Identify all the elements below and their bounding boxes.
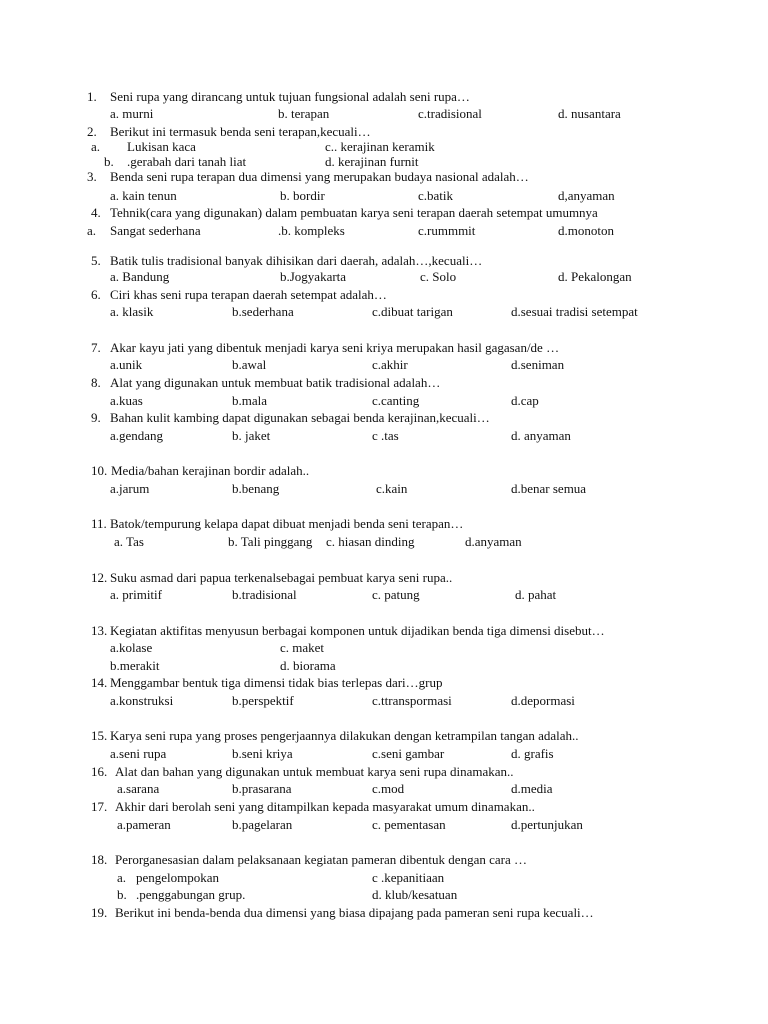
option-c: c.kain (376, 481, 408, 496)
option-a: a.konstruksi (110, 693, 174, 708)
question-text: Batik tulis tradisional banyak dihisikan dari daerah, adalah…,kecuali… (110, 253, 483, 268)
option-a: a. klasik (110, 304, 154, 319)
option-d: d. klub/kesatuan (372, 887, 458, 902)
question-number: 11. (91, 516, 107, 531)
option-b: b. Tali pinggang (228, 534, 313, 549)
option-d: d. kerajinan furnit (325, 154, 419, 169)
option-a: a. Bandung (110, 269, 170, 284)
option-c: c. maket (280, 640, 325, 655)
question-text: Karya seni rupa yang proses pengerjaannya dilakukan dengan ketrampilan tangan adalah.. (110, 728, 579, 743)
option-d: d.seniman (511, 357, 565, 372)
option-c: c. pementasan (372, 817, 446, 832)
option-c: c.canting (372, 393, 420, 408)
option-b: b.benang (232, 481, 280, 496)
option-b: b. terapan (278, 106, 330, 121)
option-b-letter: b. (117, 887, 127, 902)
question-text: Akar kayu jati yang dibentuk menjadi karya seni kriya merupakan hasil gagasan/de … (110, 340, 560, 355)
option-c: c.batik (418, 188, 454, 203)
question-text: Suku asmad dari papua terkenalsebagai pembuat karya seni rupa.. (110, 570, 453, 585)
question-text: Akhir dari berolah seni yang ditampilkan kepada masyarakat umum dinamakan.. (115, 799, 535, 814)
question-number: 10. (91, 463, 108, 478)
question-number: 2. (87, 124, 97, 139)
option-a: a.seni rupa (110, 746, 167, 761)
option-d: d. pahat (515, 587, 557, 602)
question-text: Media/bahan kerajinan bordir adalah.. (111, 463, 310, 478)
option-c: c.ttranspormasi (372, 693, 452, 708)
question-number: 8. (91, 375, 101, 390)
option-d: d.media (511, 781, 553, 796)
question-number: 14. (91, 675, 108, 690)
option-a: a.sarana (117, 781, 160, 796)
option-a: pengelompokan (136, 870, 220, 885)
option-d: d.benar semua (511, 481, 587, 496)
question-text: Menggambar bentuk tiga dimensi tidak bias terlepas dari…grup (110, 675, 443, 690)
option-d: d. biorama (280, 658, 336, 673)
option-b: b.prasarana (232, 781, 292, 796)
option-d: d. anyaman (511, 428, 571, 443)
option-b: b.Jogyakarta (280, 269, 347, 284)
option-a: a. murni (110, 106, 154, 121)
question-text: Berikut ini benda-benda dua dimensi yang biasa dipajang pada pameran seni rupa kecuali… (115, 905, 594, 920)
question-text: Seni rupa yang dirancang untuk tujuan fungsional adalah seni rupa… (110, 89, 470, 104)
option-d: d.monoton (558, 223, 614, 238)
question-number: 1. (87, 89, 97, 104)
option-c: c.tradisional (418, 106, 482, 121)
option-d: d.depormasi (511, 693, 575, 708)
question-text: Berikut ini termasuk benda seni terapan,kecuali… (110, 124, 371, 139)
option-b: b.tradisional (232, 587, 297, 602)
option-c: c.dibuat tarigan (372, 304, 453, 319)
option-c: c. Solo (420, 269, 457, 284)
option-b: b.awal (232, 357, 267, 372)
question-text: Batok/tempurung kelapa dapat dibuat menjadi benda seni terapan… (110, 516, 464, 531)
option-a: a.pameran (117, 817, 171, 832)
question-number: 3. (87, 169, 97, 184)
option-b: b. jaket (232, 428, 271, 443)
option-b: b.sederhana (232, 304, 294, 319)
option-c: c .kepanitiaan (372, 870, 445, 885)
option-c: c. hiasan dinding (326, 534, 415, 549)
option-a-letter: a. (91, 139, 101, 154)
question-text: Alat dan bahan yang digunakan untuk membuat karya seni rupa dinamakan.. (115, 764, 514, 779)
option-b: b.pagelaran (232, 817, 293, 832)
option-b: b.perspektif (232, 693, 294, 708)
option-a: a.jarum (110, 481, 150, 496)
question-text: Alat yang digunakan untuk membuat batik tradisional adalah… (110, 375, 441, 390)
question-number: 16. (91, 764, 108, 779)
question-number: 5. (91, 253, 101, 268)
option-c: c.rummmit (418, 223, 476, 238)
option-a: a. Tas (114, 534, 144, 549)
question-text: Benda seni rupa terapan dua dimensi yang merupakan budaya nasional adalah… (110, 169, 529, 184)
option-b: b.merakit (110, 658, 160, 673)
option-d: d. nusantara (558, 106, 621, 121)
option-b-letter: b. (104, 154, 114, 169)
question-number: 13. (91, 623, 108, 638)
option-a: a.gendang (110, 428, 164, 443)
option-d: d,anyaman (558, 188, 615, 203)
option-a: a.kuas (110, 393, 143, 408)
question-number: 19. (91, 905, 108, 920)
option-a-letter: a. (117, 870, 127, 885)
option-a: Sangat sederhana (110, 223, 201, 238)
option-d: d.anyaman (465, 534, 522, 549)
option-c: c. patung (372, 587, 420, 602)
option-d: d.sesuai tradisi setempat (511, 304, 638, 319)
question-number: 7. (91, 340, 101, 355)
option-c: c.akhir (372, 357, 408, 372)
question-number: 17. (91, 799, 108, 814)
question-text: Ciri khas seni rupa terapan daerah setempat adalah… (110, 287, 387, 302)
option-b: .gerabah dari tanah liat (127, 154, 247, 169)
question-number: 18. (91, 852, 108, 867)
option-c: c.seni gambar (372, 746, 445, 761)
option-a: a. primitif (110, 587, 162, 602)
option-b: .penggabungan grup. (136, 887, 246, 902)
option-d: d. Pekalongan (558, 269, 632, 284)
option-a: Lukisan kaca (127, 139, 196, 154)
option-b: b.mala (232, 393, 268, 408)
option-d: d.pertunjukan (511, 817, 583, 832)
question-number: 15. (91, 728, 108, 743)
option-b: b.seni kriya (232, 746, 293, 761)
question-number: 9. (91, 410, 101, 425)
option-b: .b. kompleks (278, 223, 345, 238)
option-c: c.mod (372, 781, 405, 796)
question-number: 12. (91, 570, 108, 585)
option-d: d. grafis (511, 746, 554, 761)
option-a-letter: a. (87, 223, 97, 238)
option-a: a.unik (110, 357, 143, 372)
option-a: a.kolase (110, 640, 153, 655)
option-b: b. bordir (280, 188, 325, 203)
question-number: 6. (91, 287, 101, 302)
option-c: c .tas (372, 428, 399, 443)
question-text: Kegiatan aktifitas menyusun berbagai komponen untuk dijadikan benda tiga dimensi disebut… (110, 623, 605, 638)
question-text: Tehnik(cara yang digunakan) dalam pembuatan karya seni terapan daerah setempat umumnya (110, 205, 598, 220)
option-d: d.cap (511, 393, 539, 408)
question-number: 4. (91, 205, 101, 220)
option-c: c.. kerajinan keramik (325, 139, 435, 154)
option-a: a. kain tenun (110, 188, 177, 203)
question-text: Bahan kulit kambing dapat digunakan sebagai benda kerajinan,kecuali… (110, 410, 490, 425)
question-text: Perorganesasian dalam pelaksanaan kegiatan pameran dibentuk dengan cara … (115, 852, 527, 867)
